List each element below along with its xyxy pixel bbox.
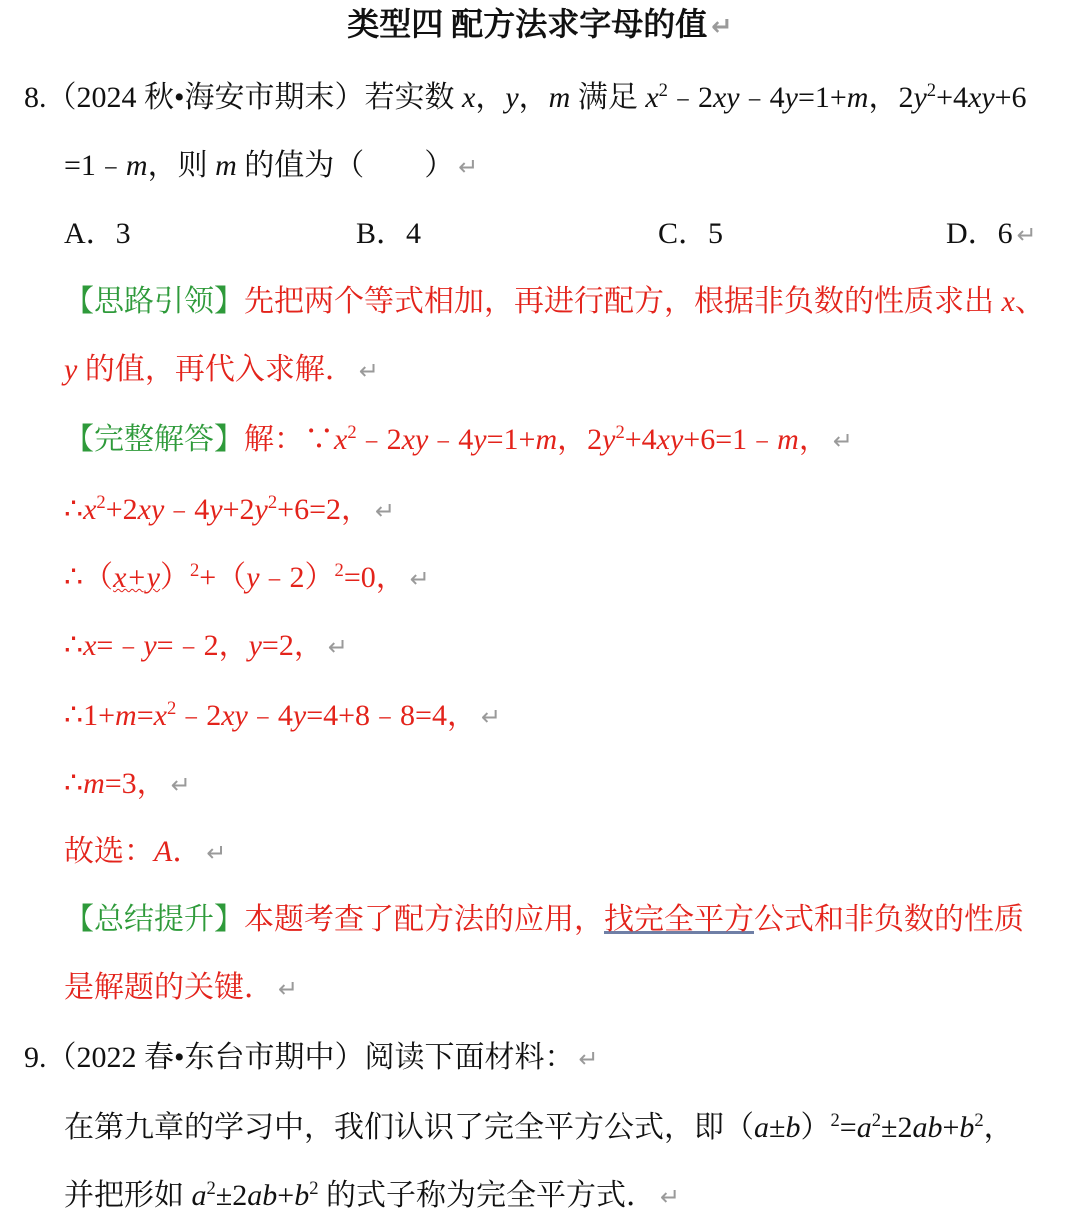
return-mark-icon: ↵ xyxy=(409,565,430,593)
q8-line2-mid: ，则 xyxy=(147,149,208,182)
q8-stem-text-3: =1+ xyxy=(797,81,847,114)
return-mark-icon: ↵ xyxy=(170,771,191,799)
q9-material-text-2: 并把形如 xyxy=(64,1179,184,1212)
solution-label: 【完整解答】 xyxy=(64,423,244,456)
summary-label: 【总结提升】 xyxy=(64,903,244,936)
return-mark-icon: ↵ xyxy=(1016,221,1037,249)
return-mark-icon: ↵ xyxy=(480,703,502,731)
q8-option-a xyxy=(64,214,131,254)
q9-number: 9. xyxy=(24,1041,47,1074)
q8-solution-step-4: $\therefore 1+m=x^2﹣2xy﹣4y=4+8﹣8=4$， ↵ xyxy=(64,697,502,732)
q8-line2-end: 的值为（ ） xyxy=(244,149,455,182)
summary-text-2: 公式和非负数的性质 xyxy=(754,903,1024,936)
choose-value: A xyxy=(154,835,173,868)
q8-solution-line-1: 【完整解答】解：$\because x^2﹣2xy﹣4y=1+m$，$2y^2+4xy+6=1﹣m$， ↵ xyxy=(64,421,853,456)
return-mark-icon: ↵ xyxy=(578,1045,599,1073)
q8-line2-start: =1﹣ xyxy=(64,149,126,182)
idea-text: 先把两个等式相加，再进行配方，根据非负数的性质求出 xyxy=(244,285,994,318)
q8-idea-line-2: y 的值，再代入求解． ↵ xyxy=(64,353,379,386)
q8-stem-text-2: 满足 xyxy=(577,81,638,114)
q9-stem-line xyxy=(24,1038,599,1079)
q8-stem-line-1: 8.（2024 秋•海安市期末）若实数 x，y，m 满足 $x^2﹣2xy﹣4y=1+m$，$2y^2+4xy+6$ xyxy=(24,79,1027,114)
q8-option-b-text: B．4 xyxy=(356,217,422,250)
q9-material-line-2: 并把形如 $a^2\pm 2ab+b^2$ 的式子称为完全平方式． ↵ xyxy=(64,1177,681,1212)
return-mark-icon: ↵ xyxy=(832,427,853,455)
q8-solution-step-5: ∴m=3， ↵ xyxy=(64,767,191,800)
q8-solution-step-2: $\therefore(x+y)^2+(y﹣2)^2=0$， ↵ xyxy=(64,559,430,594)
q8-choose-line: 故选：A． ↵ xyxy=(64,835,227,868)
q8-option-c xyxy=(658,214,723,254)
q8-option-c-text: C．5 xyxy=(658,217,724,250)
return-mark-icon: ↵ xyxy=(458,153,479,181)
choose-text: 故选： xyxy=(64,835,154,868)
return-mark-icon: ↵ xyxy=(278,975,299,1003)
q8-number: 8. xyxy=(24,81,47,114)
summary-underlined-text: 找完全平方 xyxy=(604,903,754,936)
solution-intro: 解：∵ xyxy=(244,423,334,456)
return-mark-icon: ↵ xyxy=(206,839,227,867)
q9-source: （2022 春•东台市期中） xyxy=(46,1041,365,1074)
idea-text-2: 的值，再代入求解． xyxy=(84,353,355,386)
return-mark-icon: ↵ xyxy=(358,357,379,385)
q8-solution-step-1: $\therefore x^2+2xy﹣4y+2y^2+6=2$， ↵ xyxy=(64,491,396,526)
q9-material-text-1: 在第九章的学习中，我们认识了完全平方公式，即（ xyxy=(64,1111,754,1144)
q8-source: （2024 秋•海安市期末） xyxy=(46,81,365,114)
section-title-text: 类型四 配方法求字母的值 xyxy=(347,6,708,42)
q8-idea-line-1: 【思路引领】先把两个等式相加，再进行配方，根据非负数的性质求出 x、 xyxy=(64,285,1045,318)
q8-stem-line-2: =1﹣m，则 m 的值为（ ） ↵ xyxy=(64,149,479,182)
return-mark-icon: ↵ xyxy=(659,1183,681,1211)
q8-option-b xyxy=(356,214,421,254)
q8-option-a-text: A．3 xyxy=(64,217,131,250)
q9-material-line-1: 在第九章的学习中，我们认识了完全平方公式，即$(a\pm b)^2=a^2\pm 2ab+b^2$， xyxy=(64,1109,1014,1144)
summary-text-1: 本题考查了配方法的应用， xyxy=(244,903,604,936)
summary-line-2-text: 是解题的关键． xyxy=(64,971,274,1004)
q8-solution-step-3: ∴x=﹣y=﹣2，y=2， ↵ xyxy=(64,629,348,662)
return-mark-icon: ↵ xyxy=(711,12,733,42)
return-mark-icon: ↵ xyxy=(375,497,396,525)
idea-label: 【思路引领】 xyxy=(64,285,244,318)
q9-intro: 阅读下面材料： xyxy=(364,1041,575,1074)
q8-option-d xyxy=(946,214,1037,255)
q8-summary-line-1 xyxy=(64,900,1024,940)
section-title xyxy=(0,4,1080,47)
return-mark-icon: ↵ xyxy=(327,633,348,661)
q8-summary-line-2 xyxy=(64,968,298,1009)
q8-stem-text: 若实数 xyxy=(364,81,455,114)
q9-material-text-3: 的式子称为完全平方式． xyxy=(325,1179,656,1212)
q8-option-d-text: D．6 xyxy=(946,217,1013,250)
